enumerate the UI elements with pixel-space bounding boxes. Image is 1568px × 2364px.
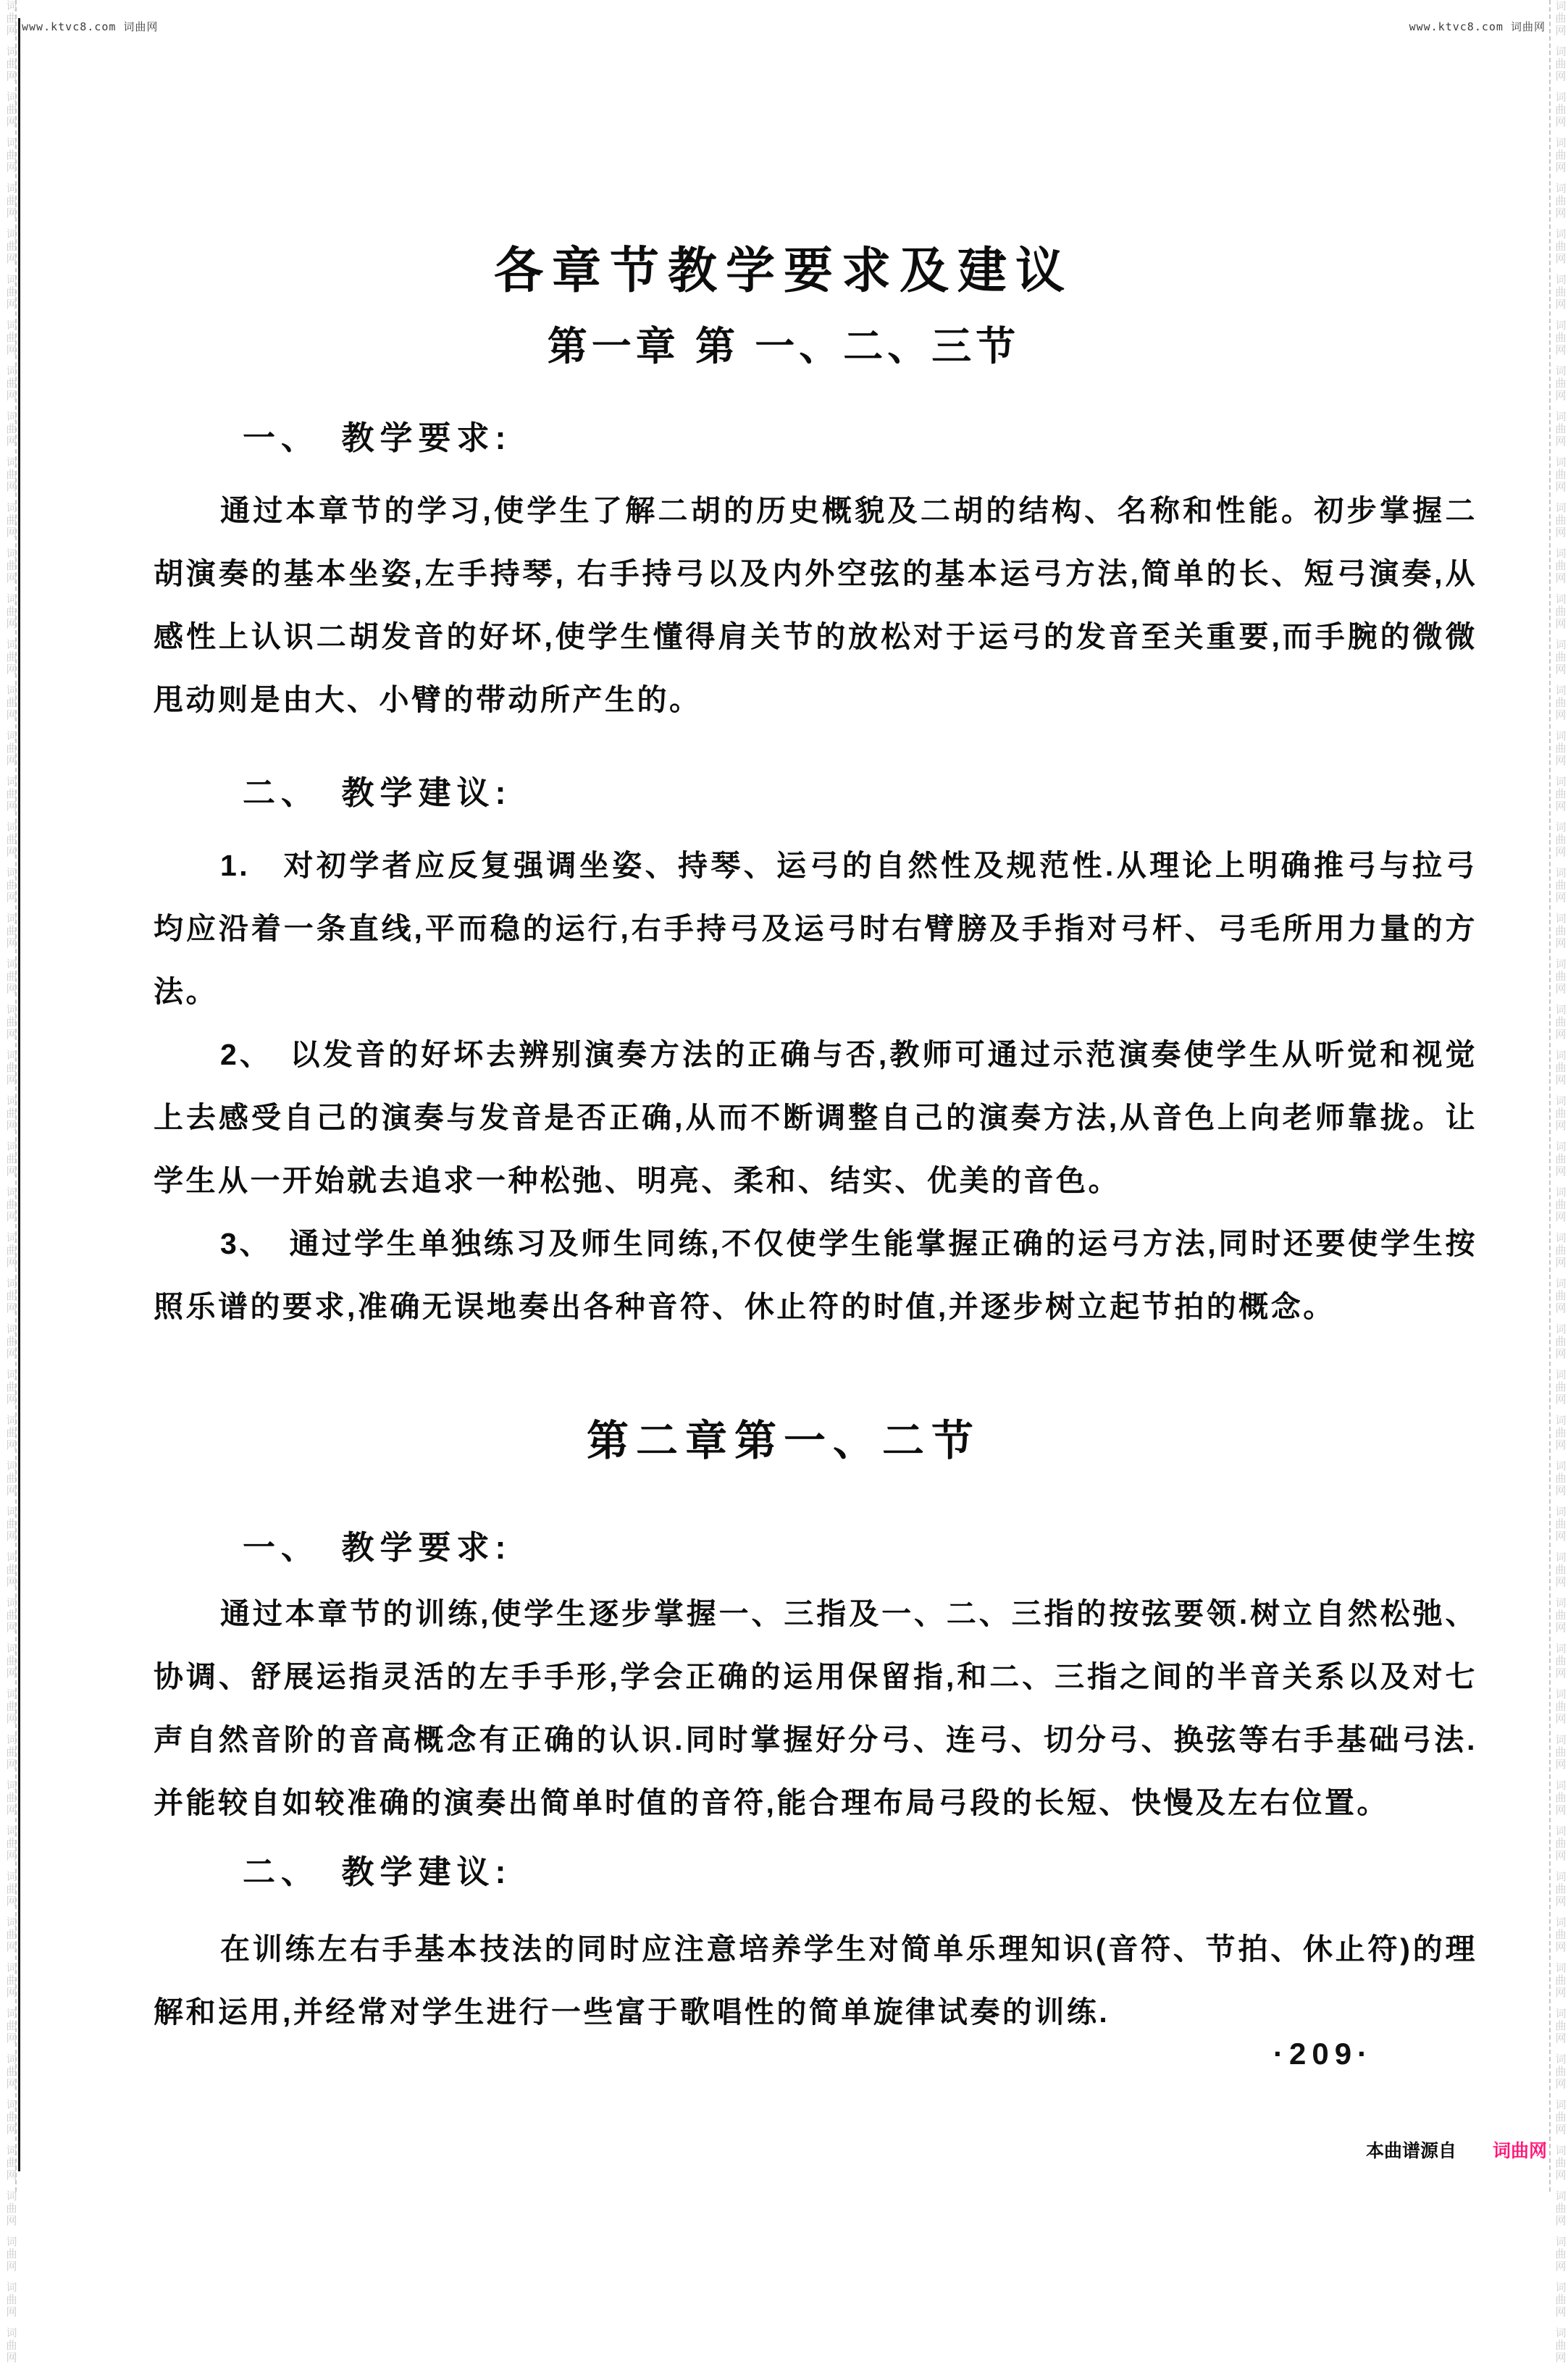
chapter1-requirements-paragraph: 通过本章节的学习,使学生了解二胡的历史概貌及二胡的结构、名称和性能。初步掌握二胡演奏的基本坐姿,左手持琴, 右手持弓以及内外空弦的基本运弓方法,简单的长、短弓演奏,从感性上认识二胡发音的好坏,使学生懂得肩关节的放松对于运弓的发音至关重要,而手腕的微微甩动则是由大、小臂的带动所产生的。: [154, 494, 1477, 716]
chapter1-title: 第一章 第 一、二、三节: [547, 324, 1020, 369]
chapter1-suggestions-heading: 二、 教学建议:: [243, 774, 512, 811]
source-credit-prefix: 本曲谱源自: [1365, 2141, 1456, 2161]
page-number: ·209·: [1273, 2037, 1374, 2071]
chapter1-suggestion-item-2: 2、 以发音的好坏去辨别演奏方法的正确与否,教师可通过示范演奏使学生从听觉和视觉上去感受自己的演奏与发音是否正确,从而不断调整自己的演奏方法,从音色上向老师靠拢。让学生从一开始就去追求一种松弛、明亮、柔和、结实、优美的音色。: [154, 1038, 1477, 1197]
watermark-column-left: 词 曲 网 词 曲 网 词 曲 网 词 曲 网 词 曲 网 词 曲 网 词 曲 网 词 曲 网 词 曲 网 词 曲 网 词 曲 网 词 曲 网 词 曲 网 词 曲 网 词 曲 网 词 曲 网 词 曲 网 词 曲 网 词 曲 网 词 曲 网 词 曲 网 词 曲 网 词 曲 网 词 曲 网 词 曲 网 词 曲 网 词 曲 网 词 曲 网 词 曲 网 词 曲 网 词 曲 网 词 曲 网 词 曲 网 词 曲 网 词 曲 网 词 曲 网 词 曲 网 词 曲 网 词 曲 网 词 曲 网 词 曲 网 词 曲 网 词 曲 网 词 曲 网 词 曲 网 词 曲 网 词 曲 网 词 曲 网 词 曲 网 词 曲 网 词 曲 网 词 曲 网: [6, 0, 17, 2364]
chapter1-suggestion-item-1: 1. 对初学者应反复强调坐姿、持琴、运弓的自然性及规范性.从理论上明确推弓与拉弓均应沿着一条直线,平而稳的运行,右手持弓及运弓时右臂膀及手指对弓杆、弓毛所用力量的方法。: [154, 849, 1477, 1008]
chapter2-suggestions-paragraph: 在训练左右手基本技法的同时应注意培养学生对简单乐理知识(音符、节拍、休止符)的理解和运用,并经常对学生进行一些富于歌唱性的简单旋律试奏的训练.: [154, 1932, 1477, 2029]
source-credit-brand: 词曲网: [1492, 2141, 1547, 2161]
page-title: 各章节教学要求及建议: [493, 243, 1073, 298]
source-credit: [1366, 2137, 1547, 2163]
chapter2-suggestions-heading: 二、 教学建议:: [243, 1853, 512, 1890]
chapter2-requirements-paragraph: 通过本章节的训练,使学生逐步掌握一、三指及一、二、三指的按弦要领.树立自然松弛、协调、舒展运指灵活的左手手形,学会正确的运用保留指,和二、三指之间的半音关系以及对七声自然音阶的音高概念有正确的认识.同时掌握好分弓、连弓、切分弓、换弦等右手基础弓法.并能较自如较准确的演奏出简单时值的音符,能合理布局弓段的长短、快慢及左右位置。: [154, 1597, 1477, 1819]
watermark-column-right: 词 曲 网 词 曲 网 词 曲 网 词 曲 网 词 曲 网 词 曲 网 词 曲 网 词 曲 网 词 曲 网 词 曲 网 词 曲 网 词 曲 网 词 曲 网 词 曲 网 词 曲 网 词 曲 网 词 曲 网 词 曲 网 词 曲 网 词 曲 网 词 曲 网 词 曲 网 词 曲 网 词 曲 网 词 曲 网 词 曲 网 词 曲 网 词 曲 网 词 曲 网 词 曲 网 词 曲 网 词 曲 网 词 曲 网 词 曲 网 词 曲 网 词 曲 网 词 曲 网 词 曲 网 词 曲 网 词 曲 网 词 曲 网 词 曲 网 词 曲 网 词 曲 网 词 曲 网 词 曲 网 词 曲 网 词 曲 网 词 曲 网 词 曲 网 词 曲 网 词 曲 网: [1555, 0, 1567, 2364]
chapter2-title: 第二章第一、二节: [586, 1417, 981, 1464]
header-site-url-left: www.ktvc8.com 词曲网: [22, 20, 159, 33]
chapter1-requirements-heading: 一、 教学要求:: [243, 419, 512, 456]
chapter1-suggestion-item-3: 3、 通过学生单独练习及师生同练,不仅使学生能掌握正确的运弓方法,同时还要使学生按照乐谱的要求,准确无误地奏出各种音符、休止符的时值,并逐步树立起节拍的概念。: [154, 1227, 1477, 1323]
chapter2-requirements-heading: 一、 教学要求:: [243, 1529, 512, 1566]
header-site-url-right: www.ktvc8.com 词曲网: [1409, 20, 1546, 33]
